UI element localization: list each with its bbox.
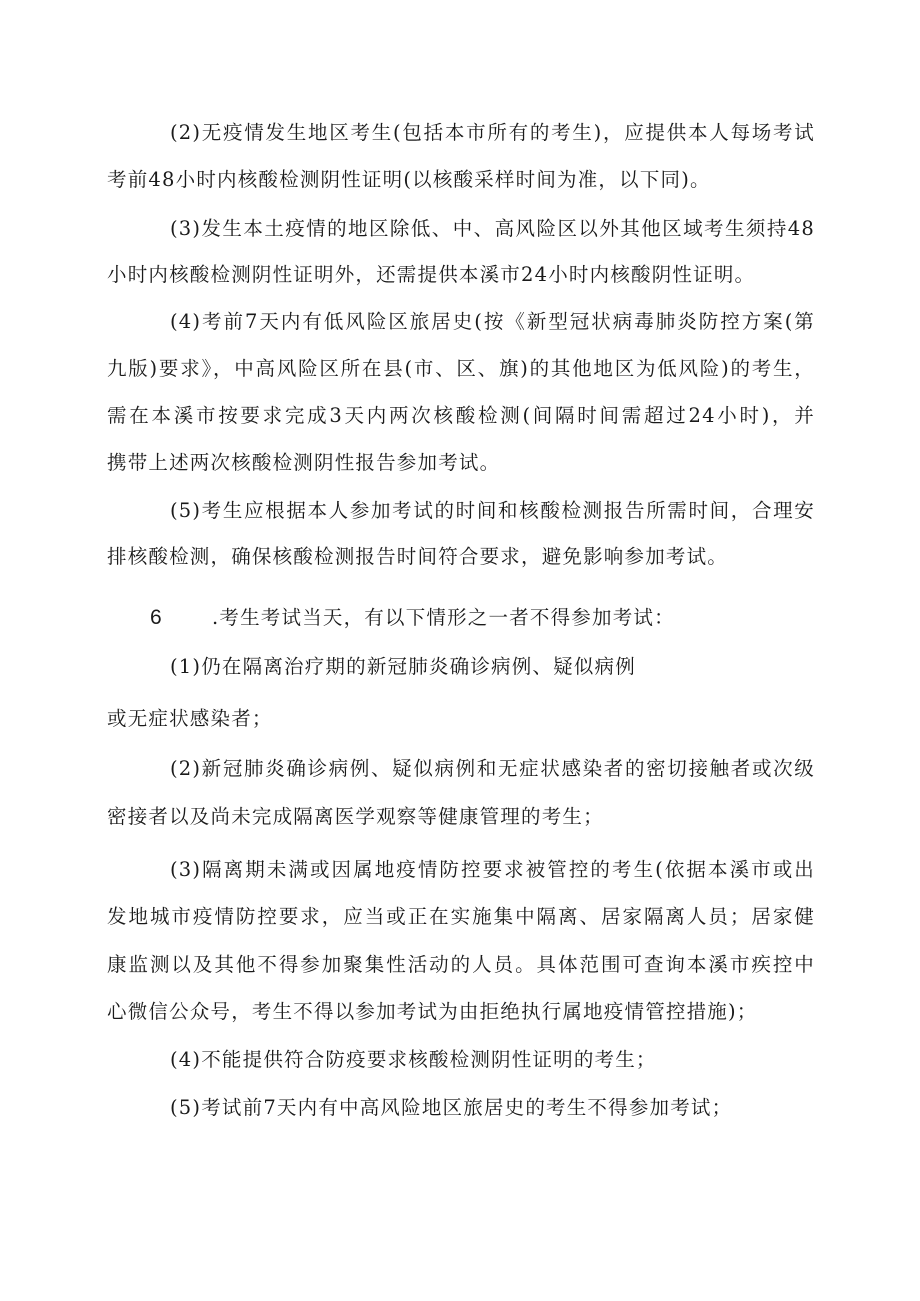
- paragraph-line: 或无症状感染者；: [107, 707, 273, 730]
- paragraph-line: 携带上述两次核酸检测阴性报告参加考试。: [107, 451, 501, 474]
- paragraph-line: 康监测以及其他不得参加聚集性活动的人员。具体范围可查询本溪市疾控中: [107, 953, 815, 976]
- paragraph-line: (5)考试前7天内有中高风险地区旅居史的考生不得参加考试；: [170, 1096, 733, 1119]
- section-number: 6: [150, 606, 162, 629]
- paragraph-line: (3)发生本土疫情的地区除低、中、高风险区以外其他区域考生须持48: [170, 217, 815, 240]
- paragraph-line: 九版)要求》，中高风险区所在县(市、区、旗)的其他地区为低风险)的考生，: [107, 357, 815, 380]
- paragraph-line: 心微信公众号，考生不得以参加考试为由拒绝执行属地疫情管控措施)；: [107, 1000, 758, 1023]
- paragraph-line: (4)考前7天内有低风险区旅居史(按《新型冠状病毒肺炎防控方案(第: [170, 310, 815, 333]
- paragraph-line: 发地城市疫情防控要求，应当或正在实施集中隔离、居家隔离人员；居家健: [107, 905, 815, 928]
- paragraph-line: (5)考生应根据本人参加考试的时间和核酸检测报告所需时间，合理安: [170, 499, 815, 522]
- paragraph-line: (2)新冠肺炎确诊病例、疑似病例和无症状感染者的密切接触者或次级: [170, 757, 815, 780]
- paragraph-line: (4)不能提供符合防疫要求核酸检测阴性证明的考生；: [170, 1048, 657, 1071]
- paragraph-line: (3)隔离期未满或因属地疫情防控要求被管控的考生(依据本溪市或出: [170, 858, 815, 881]
- paragraph-line: (2)无疫情发生地区考生(包括本市所有的考生)，应提供本人每场考试: [170, 121, 815, 144]
- paragraph-line: 密接者以及尚未完成隔离医学观察等健康管理的考生；: [107, 805, 604, 828]
- paragraph-line: 排核酸检测，确保核酸检测报告时间符合要求，避免影响参加考试。: [107, 545, 729, 568]
- paragraph-line: 小时内核酸检测阴性证明外，还需提供本溪市24小时内核酸阴性证明。: [107, 263, 756, 286]
- paragraph-line: 需在本溪市按要求完成3天内两次核酸检测(间隔时间需超过24小时)，并: [107, 404, 815, 427]
- paragraph-line: (1)仍在隔离治疗期的新冠肺炎确诊病例、疑似病例: [170, 655, 636, 678]
- section-heading: .考生考试当天，有以下情形之一者不得参加考试：: [212, 606, 675, 629]
- paragraph-line: 考前48小时内核酸检测阴性证明(以核酸采样时间为准，以下同)。: [107, 168, 711, 191]
